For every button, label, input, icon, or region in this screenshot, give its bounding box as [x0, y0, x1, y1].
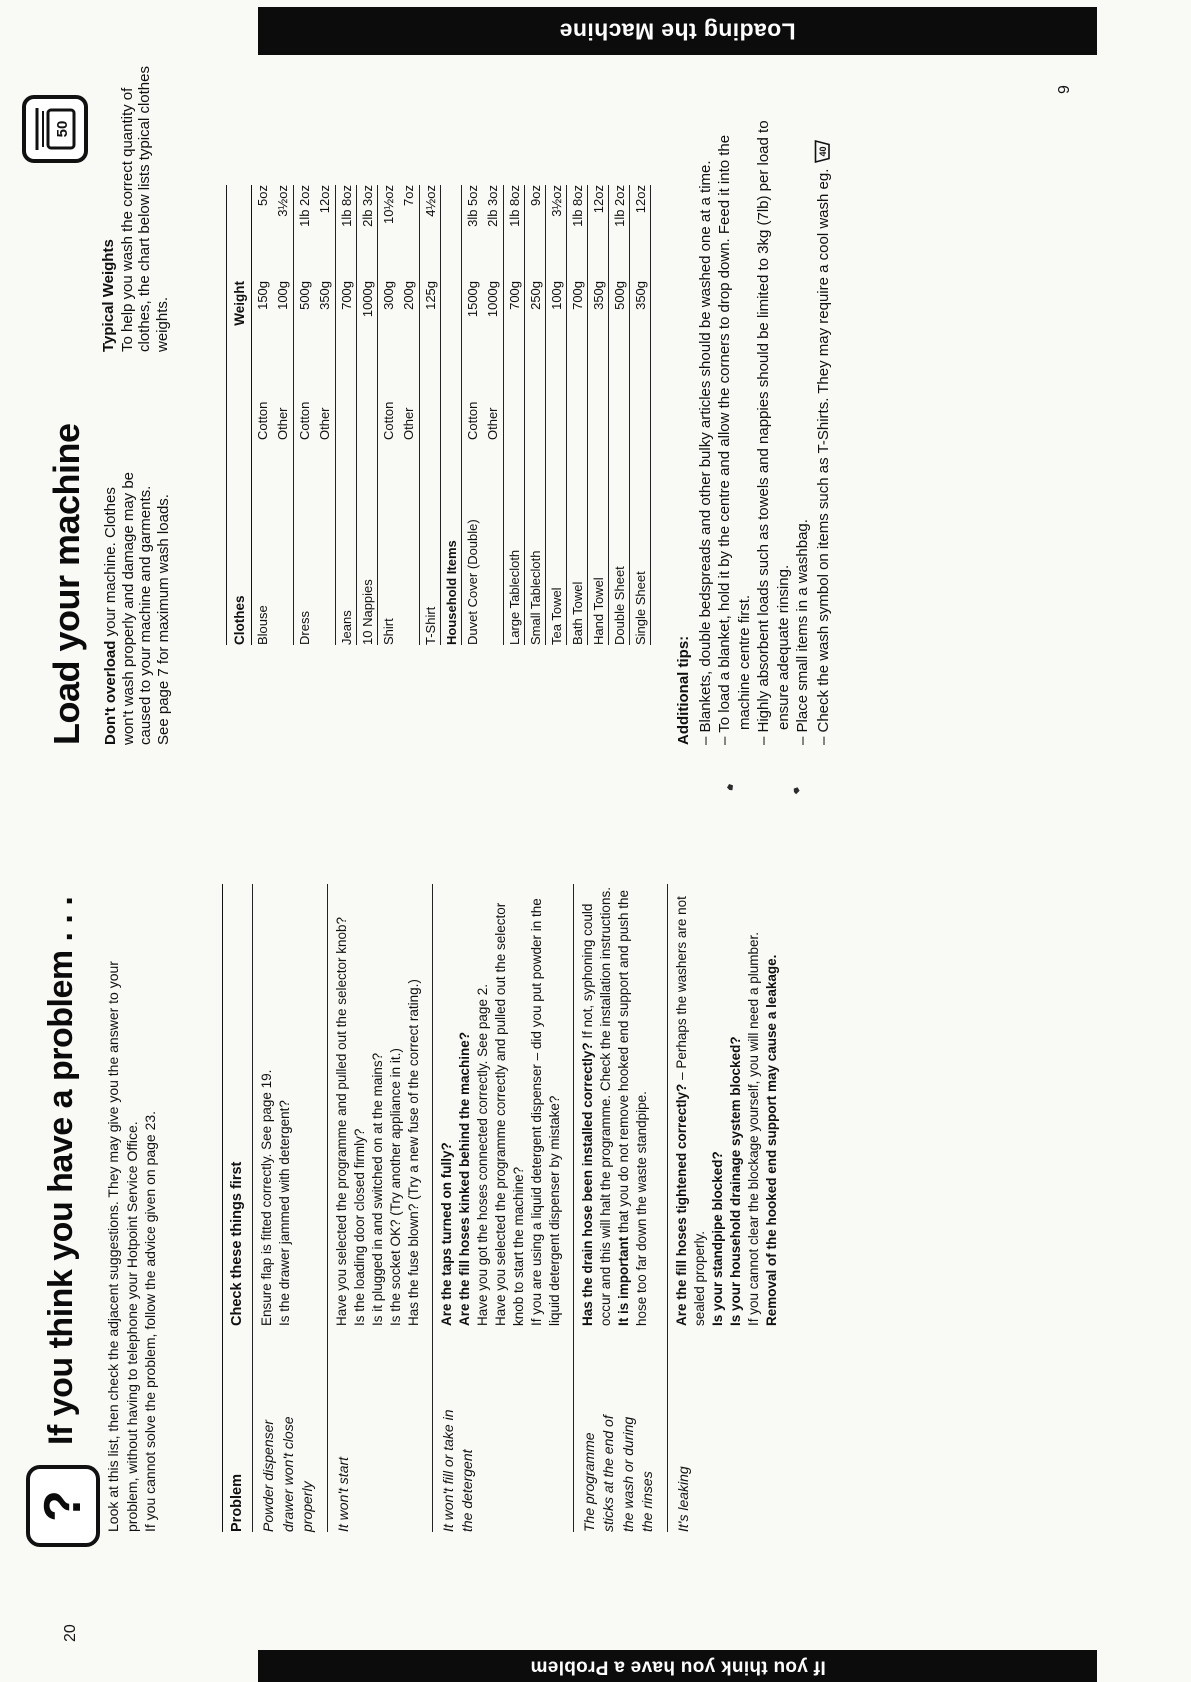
additional-tips-title: Additional tips:	[675, 635, 692, 745]
intro-paragraph	[102, 457, 172, 745]
check-column-header: Check these things first	[229, 1161, 245, 1326]
weights-row: T-Shirt 125g 4½oz	[420, 185, 441, 645]
problem-label: It won't fill or take in the detergent	[439, 1409, 475, 1532]
section-tab-loading	[258, 7, 1097, 55]
problem-label: It won't start	[334, 1456, 351, 1532]
additional-tips-block	[674, 90, 833, 745]
wash-symbol-icon	[813, 139, 831, 164]
typical-weights-title: Typical Weights	[100, 239, 117, 352]
weights-row: Single Sheet 350g 12oz	[630, 185, 651, 645]
check-list	[574, 884, 667, 1326]
weights-row: Shirt Cotton 300g 10½oz	[378, 185, 399, 645]
section-tab-problem-label: If you think you have a Problem	[529, 1655, 826, 1677]
question-icon	[26, 1465, 100, 1547]
weights-row: Double Sheet 500g 1lb 2oz	[609, 185, 630, 645]
check-list	[433, 884, 573, 1326]
check-item: Ensure flap is fitted correctly. See page 19.	[259, 1069, 274, 1326]
typical-weights-text: To help you wash the correct quantity of clothes, the chart below lists typical clothes weights.	[118, 66, 171, 352]
section-tab-loading-label: Loading the Machine	[559, 18, 796, 45]
check-item: Has the fuse blown? (Try a new fuse of the correct rating.)	[405, 979, 421, 1326]
intro-rest: your machine. Clothes won't wash properly and damage may be caused to your machine and garments. See page 7 for maximum wash loads.	[102, 471, 172, 745]
problem-row	[327, 884, 432, 1532]
weights-table	[226, 185, 651, 645]
check-item: Are the taps turned on fully?	[438, 1142, 454, 1326]
scan-mark	[791, 786, 800, 795]
washing-machine-icon	[22, 95, 88, 163]
check-item: If you cannot clear the blockage yourself, you will need a plumber.	[745, 932, 761, 1326]
problem-row	[252, 884, 327, 1532]
weights-row: Other 100g 3½oz	[275, 184, 291, 440]
check-item: Is your household drainage system blocked?	[727, 1036, 743, 1326]
check-item: Have you selected the programme and pulled out the selector knob?	[333, 916, 349, 1326]
washing-machine-icon-art	[31, 103, 79, 155]
svg-text:50: 50	[54, 120, 71, 138]
tip-item: – Check the wash symbol on items such as T-Shirts. They may require a cool wash eg. 40	[813, 90, 834, 745]
problem-row	[573, 884, 667, 1532]
problem-table-header	[222, 884, 252, 1532]
check-item: Is the socket OK? (Try another appliance in it.)	[387, 1048, 403, 1326]
problem-label: The programme sticks at the end of the wash or during the rinses	[580, 1415, 655, 1532]
check-item: Is it plugged in and switched on at the mains?	[369, 1052, 385, 1326]
check-list	[253, 884, 327, 1326]
check-list	[668, 884, 790, 1326]
weights-row: Other 1000g 2lb 3oz	[485, 184, 501, 440]
weights-row: Hand Towel 350g 12oz	[588, 185, 609, 645]
weights-row: Small Tablecloth 250g 9oz	[525, 185, 546, 645]
check-item: Removal of the hooked end support may cause a leakage.	[763, 954, 779, 1326]
tip-item: – To load a blanket, hold it by the centre and allow the corners to drop down. Feed it into the machine centre first.	[716, 134, 753, 745]
problem-table	[222, 884, 790, 1532]
tip-item: – Blankets, double bedspreads and other bulky articles should be washed one at a time.	[696, 160, 714, 745]
tips-list	[696, 90, 834, 745]
check-item: Has the drain hose been installed correctly? If not, syphoning could occur and this will halt the programme. Check the installation instructions. It is important that you do not remove hooked end support and push the hose too far down the waste standpipe.	[579, 887, 649, 1326]
scan-mark	[727, 784, 733, 791]
tip-item: – Highly absorbent loads such as towels and nappies should be limited to 3kg (7lb) per load to ensure adequate rinsing.	[755, 120, 792, 745]
problem-label: It's leaking	[674, 1466, 691, 1532]
weights-header-clothes: Clothes	[227, 380, 252, 645]
weights-row: Bath Towel 700g 1lb 8oz	[567, 185, 588, 645]
check-item: Have you got the hoses connected correctly. See page 2.	[474, 984, 490, 1326]
weights-row: Other 350g 12oz	[317, 184, 333, 440]
weights-row: Other 200g 7oz	[401, 184, 417, 440]
check-item: Are the fill hoses tightened correctly? – Perhaps the washers are not sealed properly.	[673, 896, 707, 1326]
weights-row: Tea Towel 100g 3½oz	[546, 185, 567, 645]
weights-row: 10 Nappies 1000g 2lb 3oz	[357, 185, 378, 645]
problem-intro	[104, 932, 160, 1532]
page-title-load: Load your machine	[46, 423, 87, 745]
svg-text:40: 40	[817, 146, 828, 157]
check-list	[328, 884, 432, 1326]
weights-row: Blouse Cotton 150g 5oz	[252, 185, 273, 645]
page-20-region	[0, 841, 1191, 1682]
weights-header-weight: Weight	[227, 185, 252, 380]
check-item: If you are using a liquid detergent dispenser – did you put powder in the liquid detergent dispenser by mistake?	[528, 898, 562, 1326]
check-item: Are the fill hoses kinked behind the machine?	[456, 1031, 472, 1326]
weights-row: Duvet Cover (Double) Cotton 1500g 3lb 5oz	[462, 185, 483, 645]
section-tab-problem	[258, 1650, 1097, 1682]
check-item: Have you selected the programme correctly and pulled out the selector knob to start the machine?	[492, 902, 526, 1326]
check-item: Is your standpipe blocked?	[709, 1151, 725, 1326]
weights-row: Dress Cotton 500g 1lb 2oz	[294, 185, 315, 645]
intro-bold-lead: Don't overload	[102, 640, 119, 745]
problem-column-header: Problem	[229, 1473, 245, 1532]
weights-row: Jeans 700g 1lb 8oz	[336, 185, 357, 645]
weights-row: Large Tablecloth 700g 1lb 8oz	[504, 185, 525, 645]
page-title-problem: If you think you have a problem . . .	[42, 896, 80, 1445]
page-number-9: 9	[1056, 85, 1073, 94]
typical-weights-block	[100, 52, 171, 352]
problem-intro-line-1: Look at this list, then check the adjacent suggestions. They may give you the answer to your problem, without having to telephone your Hotpoint Service Office.	[105, 961, 140, 1532]
problem-row	[432, 884, 573, 1532]
check-item: Is the drawer jammed with detergent?	[277, 1100, 292, 1326]
check-item: Is the loading door closed firmly?	[351, 1128, 367, 1326]
weights-table-body	[252, 185, 651, 645]
weights-subheader-row: Household Items	[441, 185, 462, 645]
tip-item: – Place small items in a washbag.	[794, 519, 811, 745]
page-number-20: 20	[62, 1624, 79, 1642]
problem-row	[667, 884, 790, 1532]
problem-label: Powder dispenser drawer won't close properly	[260, 1416, 315, 1532]
problem-rows	[252, 884, 790, 1532]
question-icon-glyph: ?	[34, 1490, 92, 1522]
page-20	[0, 841, 1191, 1682]
problem-intro-line-2: If you cannot solve the problem, follow the advice given on page 23.	[142, 1110, 158, 1532]
